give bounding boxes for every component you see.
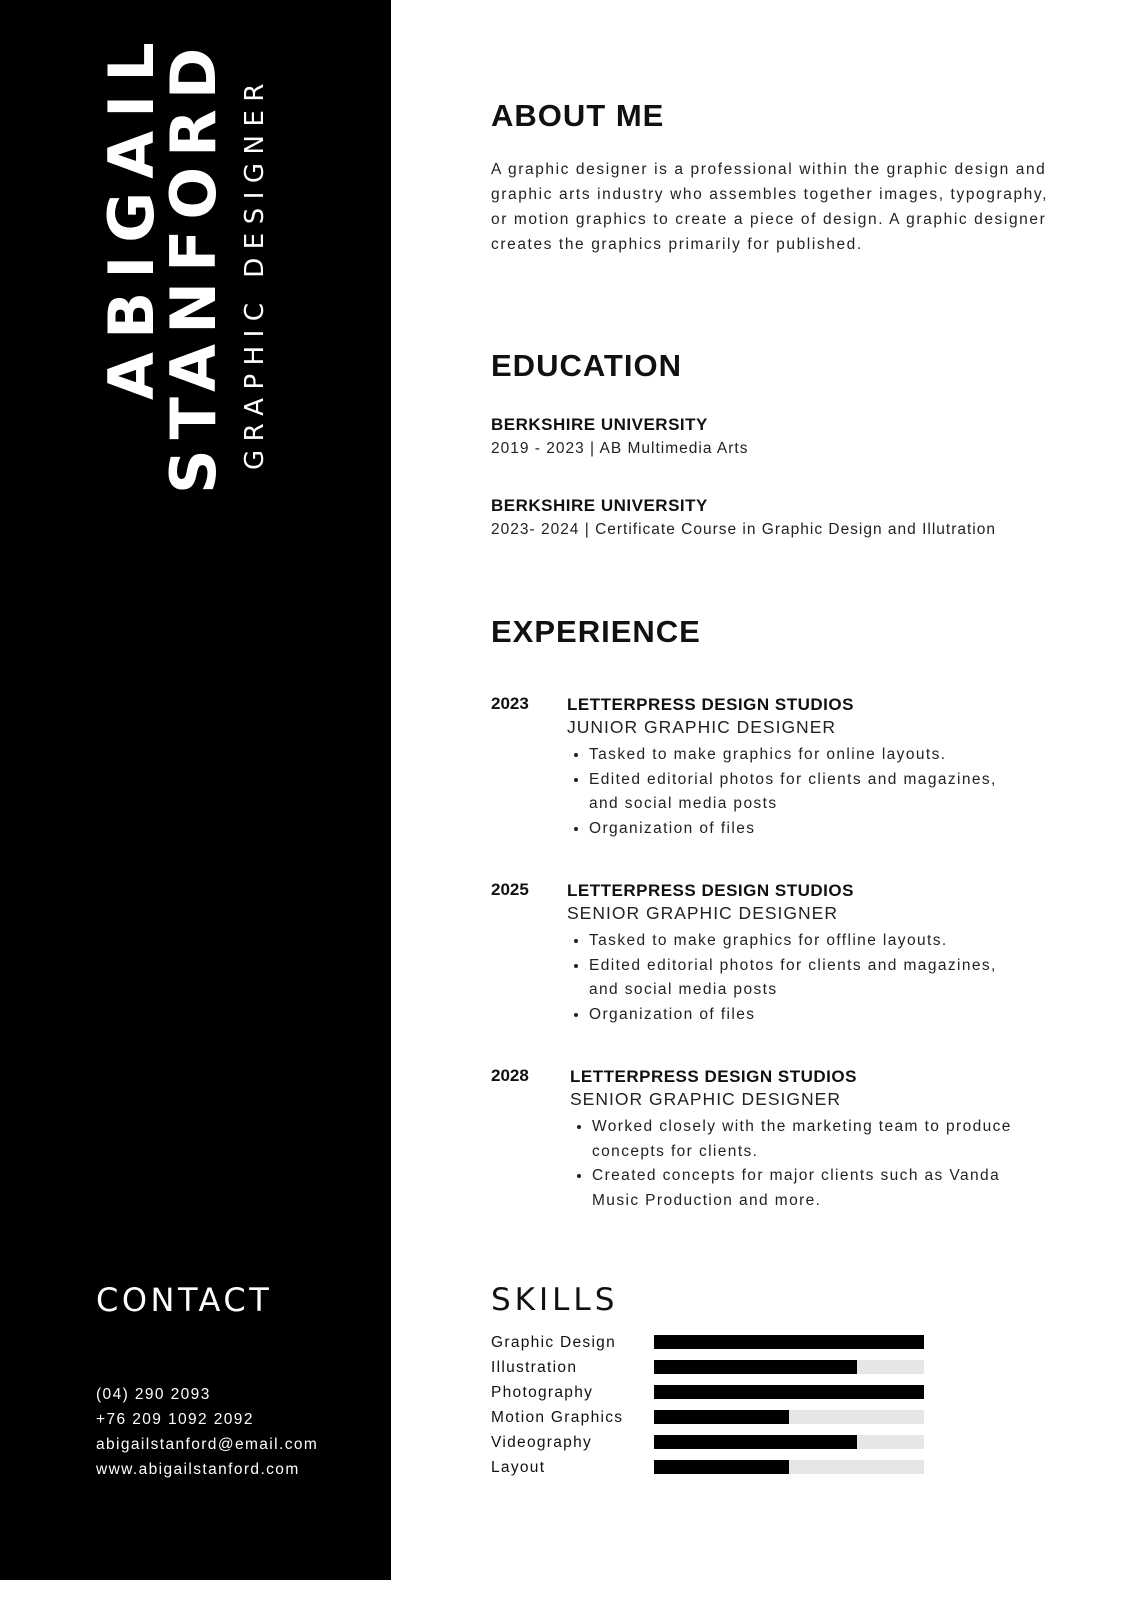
job-year: 2025 — [491, 880, 529, 899]
skill-name: Graphic Design — [491, 1334, 617, 1351]
experience-heading: EXPERIENCE — [491, 614, 701, 649]
skill-level-fill — [654, 1435, 857, 1449]
skill-row — [491, 1355, 931, 1380]
skill-name: Videography — [491, 1434, 593, 1451]
skill-level-bar — [654, 1460, 924, 1474]
skill-level-fill — [654, 1360, 857, 1374]
skill-row — [491, 1405, 931, 1430]
skills-heading: SKILLS — [491, 1282, 619, 1318]
education-entry — [491, 495, 996, 543]
list-item: • Organization of files — [589, 1003, 1029, 1028]
company-name: LETTERPRESS DESIGN STUDIOS — [570, 1067, 857, 1086]
school-name: BERKSHIRE UNIVERSITY — [491, 415, 708, 434]
skill-level-fill — [654, 1385, 924, 1399]
list-item: • Tasked to make graphics for offline layouts. — [589, 929, 1029, 954]
company-name: LETTERPRESS DESIGN STUDIOS — [567, 881, 854, 900]
skill-level-fill — [654, 1335, 924, 1349]
skill-level-bar — [654, 1335, 924, 1349]
list-item: • Organization of files — [589, 817, 1029, 842]
about-heading: ABOUT ME — [491, 98, 665, 133]
contact-details — [96, 1382, 318, 1482]
role-title: GRAPHIC DESIGNER — [240, 75, 270, 470]
website-url: www.abigailstanford.com — [96, 1461, 300, 1478]
job-bullets — [567, 929, 1029, 1027]
about-text: A graphic designer is a professional within the graphic design and graphic arts industry who assembles together images, typography, or motion graphics to create a piece of design. A graphic designer creates the graphics primarily for published. — [491, 161, 1049, 253]
skill-level-fill — [654, 1410, 789, 1424]
job-title: SENIOR GRAPHIC DESIGNER — [570, 1089, 841, 1109]
skills-list — [491, 1330, 931, 1480]
skill-row — [491, 1380, 931, 1405]
school-name: BERKSHIRE UNIVERSITY — [491, 496, 708, 515]
skill-name: Illustration — [491, 1359, 578, 1376]
skill-name: Photography — [491, 1384, 594, 1401]
skill-level-bar — [654, 1435, 924, 1449]
job-title: JUNIOR GRAPHIC DESIGNER — [567, 717, 836, 737]
phone-primary: (04) 290 2093 — [96, 1386, 211, 1403]
job-bullets — [567, 743, 1029, 841]
skill-level-bar — [654, 1385, 924, 1399]
job-year: 2023 — [491, 694, 529, 713]
skill-level-bar — [654, 1360, 924, 1374]
skill-row — [491, 1430, 931, 1455]
list-item: • Edited editorial photos for clients and magazines, and social media posts — [589, 954, 1029, 1003]
phone-secondary: +76 209 1092 2092 — [96, 1411, 254, 1428]
email-address: abigailstanford@email.com — [96, 1436, 319, 1453]
skill-level-bar — [654, 1410, 924, 1424]
last-name: STANFORD — [157, 37, 230, 494]
company-name: LETTERPRESS DESIGN STUDIOS — [567, 695, 854, 714]
education-heading: EDUCATION — [491, 348, 682, 383]
skill-name: Layout — [491, 1459, 546, 1476]
list-item: • Created concepts for major clients such as Vanda Music Production and more. — [592, 1164, 1032, 1213]
job-title: SENIOR GRAPHIC DESIGNER — [567, 903, 838, 923]
first-name: ABIGAIL — [95, 29, 168, 400]
list-item: • Edited editorial photos for clients and magazines, and social media posts — [589, 768, 1029, 817]
job-bullets — [570, 1115, 1032, 1213]
education-detail: 2023- 2024 | Certificate Course in Graphic Design and Illutration — [491, 521, 996, 538]
job-year: 2028 — [491, 1066, 529, 1085]
education-detail: 2019 - 2023 | AB Multimedia Arts — [491, 440, 749, 457]
contact-heading: CONTACT — [96, 1281, 273, 1319]
education-entry — [491, 414, 748, 462]
list-item: • Tasked to make graphics for online layouts. — [589, 743, 1029, 768]
sidebar — [0, 0, 391, 1580]
skill-name: Motion Graphics — [491, 1409, 624, 1426]
skill-row — [491, 1455, 931, 1480]
list-item: • Worked closely with the marketing team to produce concepts for clients. — [592, 1115, 1032, 1164]
skill-level-fill — [654, 1460, 789, 1474]
skill-row — [491, 1330, 931, 1355]
